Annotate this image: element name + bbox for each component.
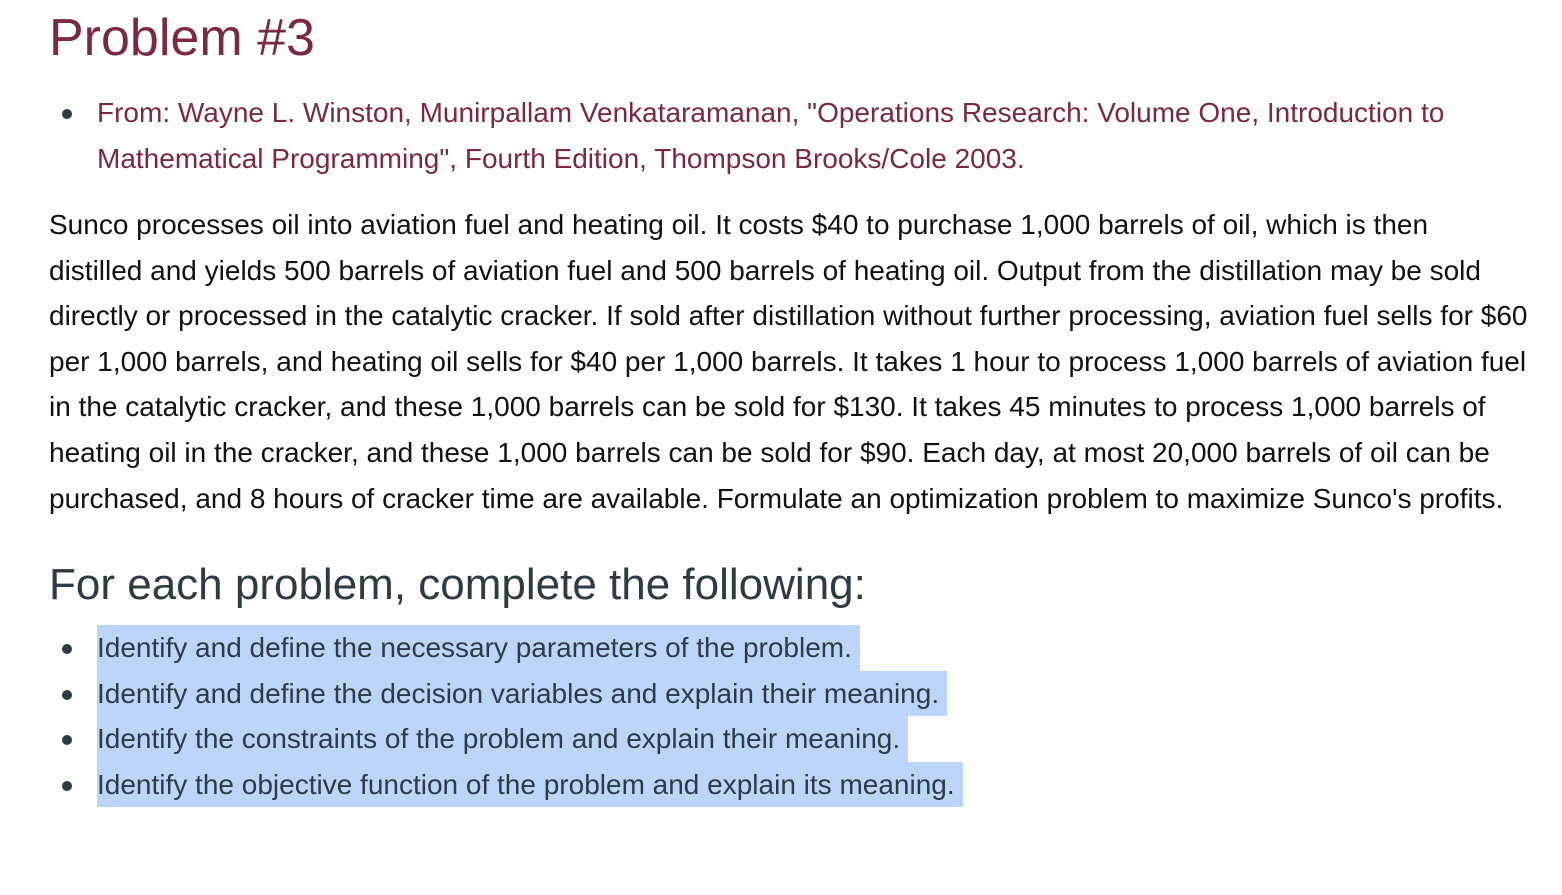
page-content: [49, 0, 1549, 807]
instruction-item: [49, 625, 1549, 671]
instruction-text-selected[interactable]: Identify the objective function of the problem and explain its meaning.: [97, 762, 963, 808]
bullet-icon: [62, 690, 72, 700]
instruction-item: [49, 762, 1549, 808]
bullet-icon: [62, 735, 72, 745]
instruction-text-selected[interactable]: Identify the constraints of the problem and explain their meaning.: [97, 716, 908, 762]
instructions-list: [49, 625, 1549, 807]
source-list: [49, 90, 1549, 182]
source-citation: [49, 90, 1549, 182]
source-citation-text: From: Wayne L. Winston, Munirpallam Venkataramanan, "Operations Research: Volume One, Introduction to Mathematical Programming", Fourth Edition, Thompson Brooks/Cole 2003.: [97, 97, 1445, 174]
instructions-heading: For each problem, complete the following:: [49, 560, 866, 610]
bullet-icon: [62, 109, 72, 119]
instruction-text-selected[interactable]: Identify and define the decision variables and explain their meaning.: [97, 671, 947, 717]
instruction-text-selected[interactable]: Identify and define the necessary parameters of the problem.: [97, 625, 860, 671]
bullet-icon: [62, 781, 72, 791]
problem-statement: Sunco processes oil into aviation fuel and heating oil. It costs $40 to purchase 1,000 barrels of oil, which is then distilled and yields 500 barrels of aviation fuel and 500 barrels of heating oil. Output from the distillation may be sold directly or processed in the catalytic cracker. If sold after distillation without further processing, aviation fuel sells for $60 per 1,000 barrels, and heating oil sells for $40 per 1,000 barrels. It takes 1 hour to process 1,000 barrels of aviation fuel in the catalytic cracker, and these 1,000 barrels can be sold for $130. It takes 45 minutes to process 1,000 barrels of heating oil in the cracker, and these 1,000 barrels can be sold for $90. Each day, at most 20,000 barrels of oil can be purchased, and 8 hours of cracker time are available. Formulate an optimization problem to maximize Sunco's profits.: [49, 209, 1528, 514]
page-title: Problem #3: [49, 9, 315, 67]
instruction-item: [49, 671, 1549, 717]
instruction-item: [49, 716, 1549, 762]
bullet-icon: [62, 644, 72, 654]
